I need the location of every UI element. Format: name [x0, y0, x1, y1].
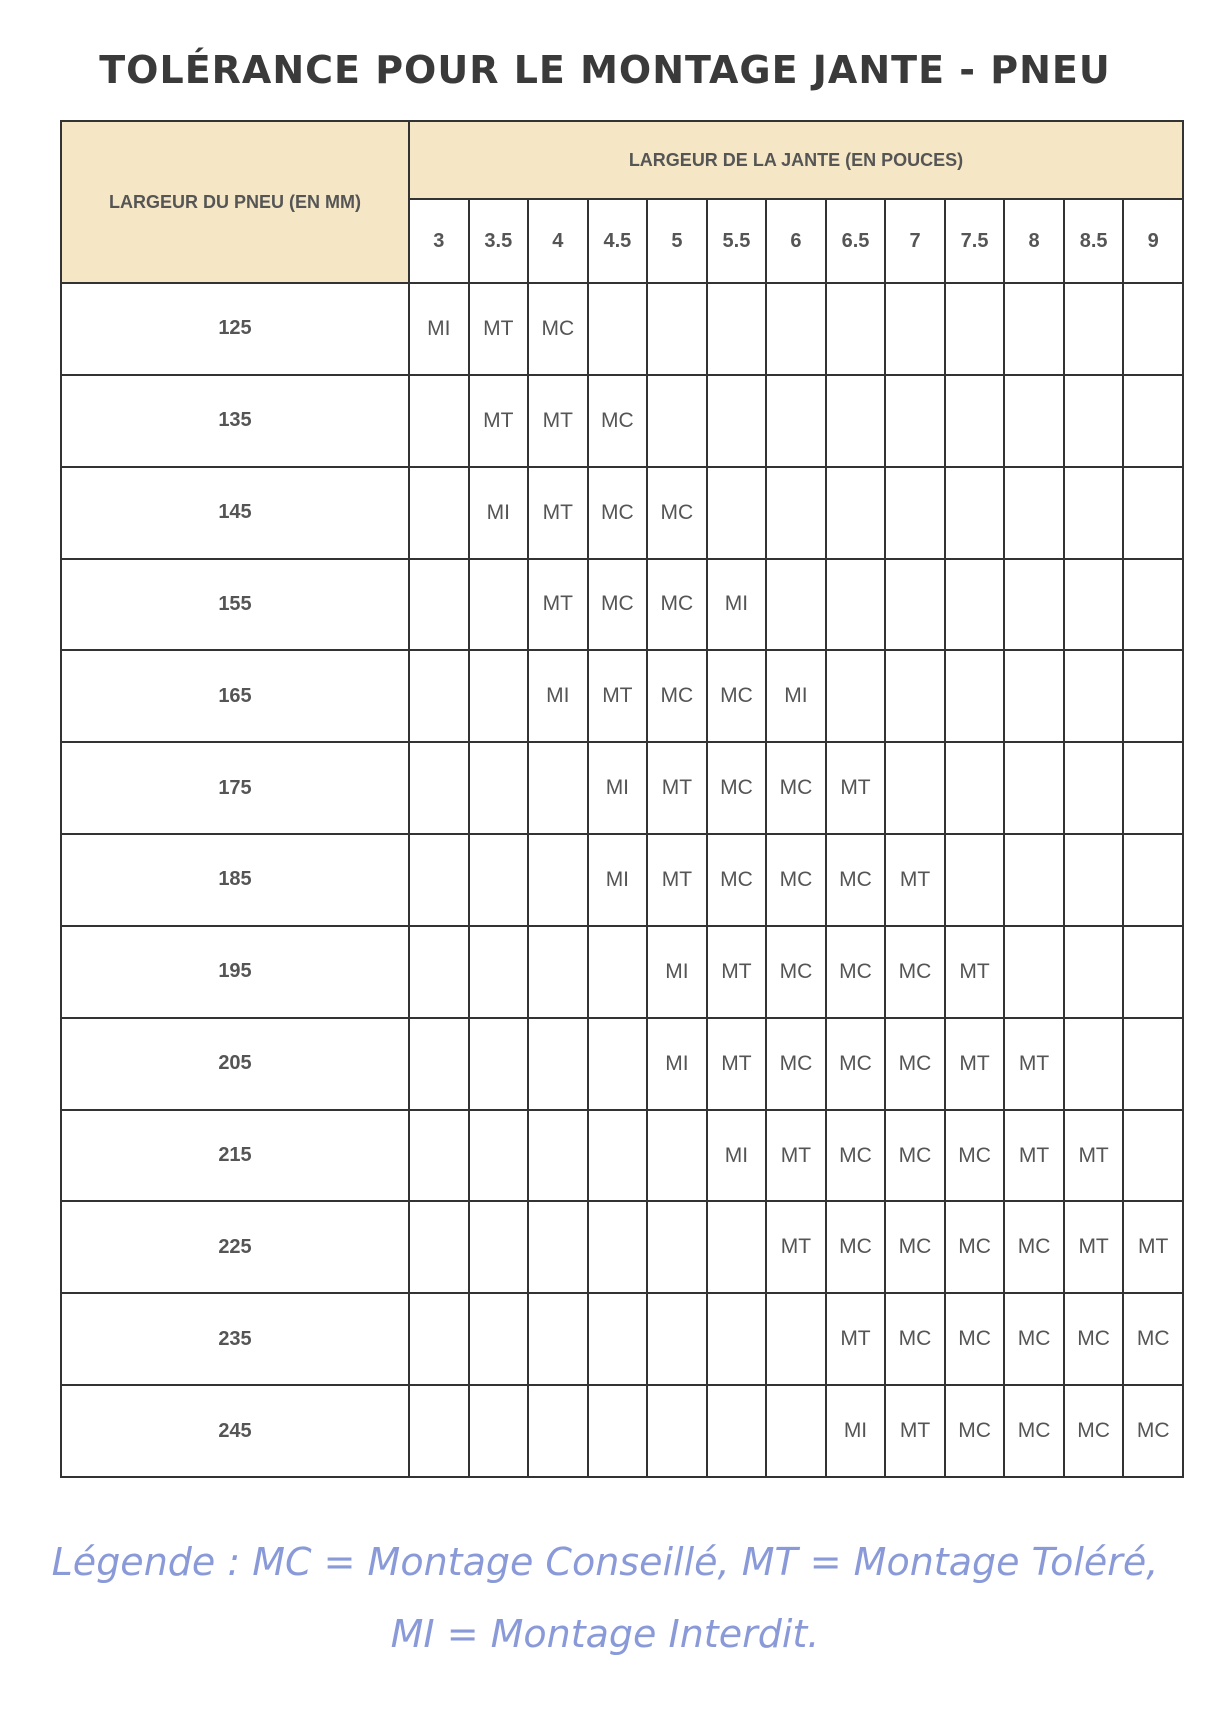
tolerance-cell: MC [826, 834, 886, 926]
tolerance-cell [528, 926, 588, 1018]
tolerance-cell: MT [1064, 1201, 1124, 1293]
tolerance-cell [945, 283, 1005, 375]
tolerance-cell [707, 1293, 767, 1385]
tolerance-cell: MC [945, 1110, 1005, 1202]
tolerance-cell: MT [826, 1293, 886, 1385]
tolerance-cell [409, 1293, 469, 1385]
tolerance-cell: MC [766, 834, 826, 926]
tolerance-cell: MC [945, 1293, 1005, 1385]
tolerance-cell: MI [766, 650, 826, 742]
tolerance-cell [409, 650, 469, 742]
tolerance-cell: MC [647, 650, 707, 742]
tolerance-cell [409, 834, 469, 926]
tolerance-cell [647, 375, 707, 467]
tolerance-cell: MT [1004, 1018, 1064, 1110]
tolerance-cell [588, 283, 648, 375]
tolerance-cell [469, 1385, 529, 1477]
tolerance-cell [647, 1385, 707, 1477]
tolerance-cell [766, 1293, 826, 1385]
tolerance-cell [885, 742, 945, 834]
tolerance-cell: MC [945, 1201, 1005, 1293]
tolerance-cell: MT [1123, 1201, 1183, 1293]
tolerance-cell [885, 375, 945, 467]
tolerance-cell [528, 1201, 588, 1293]
table-body [61, 283, 1183, 1477]
tolerance-cell [945, 559, 1005, 651]
table-row [61, 650, 1183, 742]
tolerance-cell [766, 283, 826, 375]
tolerance-cell [588, 926, 648, 1018]
tolerance-cell: MC [885, 1293, 945, 1385]
rim-width-header: LARGEUR DE LA JANTE (EN POUCES) [409, 121, 1183, 199]
tolerance-cell [885, 650, 945, 742]
tolerance-cell: MT [707, 926, 767, 1018]
tolerance-cell [469, 650, 529, 742]
tolerance-cell [588, 1201, 648, 1293]
tolerance-cell [826, 283, 886, 375]
rim-width-6: 6 [766, 199, 826, 283]
tolerance-cell: MT [826, 742, 886, 834]
tolerance-cell [469, 559, 529, 651]
tolerance-cell [1004, 559, 1064, 651]
tolerance-cell [409, 1385, 469, 1477]
tolerance-cell: MI [588, 742, 648, 834]
tolerance-cell [707, 283, 767, 375]
tolerance-cell [528, 834, 588, 926]
tolerance-cell: MT [469, 283, 529, 375]
tolerance-cell: MC [766, 742, 826, 834]
tolerance-cell: MC [707, 742, 767, 834]
tolerance-cell: MT [528, 467, 588, 559]
tire-width-cell: 195 [61, 926, 409, 1018]
tolerance-cell [409, 467, 469, 559]
tolerance-cell: MC [1004, 1201, 1064, 1293]
table-row [61, 1293, 1183, 1385]
tolerance-cell: MC [826, 926, 886, 1018]
tolerance-cell [826, 559, 886, 651]
tolerance-cell: MI [588, 834, 648, 926]
table-row [61, 467, 1183, 559]
rim-width-7: 7 [885, 199, 945, 283]
tolerance-cell: MT [588, 650, 648, 742]
legend-line-2: MI = Montage Interdit. [390, 1612, 820, 1656]
legend-line-1: Légende : MC = Montage Conseillé, MT = Montage Toléré, [51, 1540, 1159, 1584]
tolerance-cell [1004, 283, 1064, 375]
tolerance-cell [1004, 926, 1064, 1018]
rim-width-4-5: 4.5 [588, 199, 648, 283]
tolerance-cell: MC [885, 1110, 945, 1202]
tolerance-cell: MC [528, 283, 588, 375]
tolerance-cell: MC [588, 467, 648, 559]
tolerance-cell [766, 559, 826, 651]
tolerance-cell: MT [766, 1201, 826, 1293]
tolerance-cell: MC [826, 1018, 886, 1110]
tire-width-cell: 235 [61, 1293, 409, 1385]
tolerance-cell: MC [647, 559, 707, 651]
rim-width-6-5: 6.5 [826, 199, 886, 283]
tire-width-header: LARGEUR DU PNEU (EN MM) [61, 121, 409, 283]
tolerance-cell: MI [707, 1110, 767, 1202]
tolerance-cell [588, 1293, 648, 1385]
tolerance-cell [1004, 742, 1064, 834]
tolerance-cell [469, 1018, 529, 1110]
tolerance-cell: MT [766, 1110, 826, 1202]
tolerance-cell [707, 467, 767, 559]
tolerance-cell [528, 742, 588, 834]
tolerance-cell [1123, 467, 1183, 559]
tire-width-cell: 205 [61, 1018, 409, 1110]
tolerance-cell: MC [885, 1018, 945, 1110]
rim-width-5-5: 5.5 [707, 199, 767, 283]
tolerance-cell [945, 650, 1005, 742]
tolerance-cell: MC [707, 834, 767, 926]
tolerance-cell [1004, 375, 1064, 467]
table-row [61, 926, 1183, 1018]
tolerance-cell: MT [469, 375, 529, 467]
tolerance-cell: MI [469, 467, 529, 559]
tolerance-cell [409, 1201, 469, 1293]
tolerance-cell [766, 375, 826, 467]
tolerance-cell: MT [647, 834, 707, 926]
rim-width-5: 5 [647, 199, 707, 283]
table-row [61, 559, 1183, 651]
tolerance-cell: MT [647, 742, 707, 834]
tolerance-cell: MT [528, 375, 588, 467]
tolerance-cell [826, 375, 886, 467]
tolerance-cell [1123, 1018, 1183, 1110]
tolerance-cell: MC [885, 926, 945, 1018]
tolerance-cell [528, 1293, 588, 1385]
tolerance-cell: MC [1064, 1293, 1124, 1385]
tolerance-cell: MI [409, 283, 469, 375]
tolerance-cell: MI [528, 650, 588, 742]
tolerance-cell [409, 375, 469, 467]
tire-width-cell: 215 [61, 1110, 409, 1202]
tolerance-cell: MC [826, 1110, 886, 1202]
header-row-top [61, 121, 1183, 199]
tolerance-cell [885, 559, 945, 651]
tolerance-cell [945, 834, 1005, 926]
tolerance-cell [826, 467, 886, 559]
table-row [61, 1018, 1183, 1110]
tire-width-cell: 185 [61, 834, 409, 926]
tolerance-cell: MC [1004, 1385, 1064, 1477]
tire-width-cell: 225 [61, 1201, 409, 1293]
tolerance-cell [766, 1385, 826, 1477]
tolerance-cell [528, 1018, 588, 1110]
tolerance-cell: MC [647, 467, 707, 559]
tolerance-cell: MC [1004, 1293, 1064, 1385]
table-row [61, 283, 1183, 375]
table-row [61, 1201, 1183, 1293]
tolerance-cell [1004, 834, 1064, 926]
table-row [61, 834, 1183, 926]
tolerance-cell [409, 1110, 469, 1202]
tolerance-cell: MT [1004, 1110, 1064, 1202]
tolerance-cell [1123, 375, 1183, 467]
tolerance-cell: MC [707, 650, 767, 742]
tolerance-cell [469, 1293, 529, 1385]
tolerance-cell [1064, 467, 1124, 559]
rim-width-3: 3 [409, 199, 469, 283]
tolerance-cell: MI [647, 926, 707, 1018]
tolerance-cell: MC [588, 559, 648, 651]
tolerance-cell [707, 1385, 767, 1477]
tolerance-cell: MC [588, 375, 648, 467]
tolerance-cell [528, 1110, 588, 1202]
tolerance-cell [1064, 283, 1124, 375]
tolerance-cell [707, 1201, 767, 1293]
tolerance-cell [1123, 283, 1183, 375]
tolerance-cell [647, 1293, 707, 1385]
tolerance-cell: MT [885, 834, 945, 926]
tolerance-cell [469, 926, 529, 1018]
tire-width-cell: 175 [61, 742, 409, 834]
tolerance-cell: MI [826, 1385, 886, 1477]
table-row [61, 1385, 1183, 1477]
tolerance-cell [647, 283, 707, 375]
tolerance-cell: MT [1064, 1110, 1124, 1202]
tolerance-cell [1064, 926, 1124, 1018]
tolerance-cell [1064, 650, 1124, 742]
tire-width-cell: 155 [61, 559, 409, 651]
tolerance-cell [1123, 834, 1183, 926]
tolerance-cell: MI [647, 1018, 707, 1110]
tolerance-cell: MT [885, 1385, 945, 1477]
rim-width-4: 4 [528, 199, 588, 283]
tolerance-cell [409, 1018, 469, 1110]
tolerance-cell [469, 1201, 529, 1293]
tolerance-cell [945, 467, 1005, 559]
page-title: TOLÉRANCE POUR LE MONTAGE JANTE - PNEU [99, 48, 1111, 92]
tire-width-cell: 135 [61, 375, 409, 467]
tire-width-cell: 145 [61, 467, 409, 559]
tolerance-cell: MT [945, 926, 1005, 1018]
rim-width-8-5: 8.5 [1064, 199, 1124, 283]
tolerance-cell: MC [766, 1018, 826, 1110]
tolerance-table [60, 120, 1184, 1478]
tire-width-cell: 245 [61, 1385, 409, 1477]
rim-width-3-5: 3.5 [469, 199, 529, 283]
tolerance-cell [1123, 926, 1183, 1018]
table-row [61, 742, 1183, 834]
rim-width-9: 9 [1123, 199, 1183, 283]
tolerance-cell: MT [945, 1018, 1005, 1110]
tolerance-cell [528, 1385, 588, 1477]
tolerance-cell: MC [945, 1385, 1005, 1477]
tolerance-cell [469, 742, 529, 834]
tolerance-cell [647, 1201, 707, 1293]
tolerance-cell [588, 1018, 648, 1110]
tolerance-cell [885, 283, 945, 375]
tolerance-cell [945, 742, 1005, 834]
tolerance-cell [647, 1110, 707, 1202]
rim-width-8: 8 [1004, 199, 1064, 283]
tolerance-cell [1004, 467, 1064, 559]
tolerance-cell [409, 926, 469, 1018]
tolerance-cell [1123, 742, 1183, 834]
tolerance-cell [469, 834, 529, 926]
table-row [61, 375, 1183, 467]
table-row [61, 1110, 1183, 1202]
tolerance-cell [409, 742, 469, 834]
tolerance-cell [1064, 742, 1124, 834]
tolerance-cell: MC [766, 926, 826, 1018]
tolerance-cell: MI [707, 559, 767, 651]
tolerance-cell [1064, 375, 1124, 467]
tire-width-cell: 165 [61, 650, 409, 742]
tolerance-cell [766, 467, 826, 559]
tolerance-cell [1064, 1018, 1124, 1110]
tolerance-cell [1123, 650, 1183, 742]
tolerance-cell: MC [1123, 1293, 1183, 1385]
tolerance-cell [588, 1385, 648, 1477]
tolerance-cell [707, 375, 767, 467]
tolerance-cell: MC [1064, 1385, 1124, 1477]
tolerance-cell [469, 1110, 529, 1202]
tolerance-cell [945, 375, 1005, 467]
tolerance-cell: MC [826, 1201, 886, 1293]
tolerance-cell [1123, 559, 1183, 651]
rim-width-7-5: 7.5 [945, 199, 1005, 283]
tolerance-cell: MC [1123, 1385, 1183, 1477]
tolerance-cell [1004, 650, 1064, 742]
tolerance-cell: MT [707, 1018, 767, 1110]
tolerance-cell [885, 467, 945, 559]
tolerance-cell [1123, 1110, 1183, 1202]
tolerance-cell [588, 1110, 648, 1202]
tolerance-cell [826, 650, 886, 742]
tolerance-cell [1064, 559, 1124, 651]
tolerance-cell: MC [885, 1201, 945, 1293]
tire-width-cell: 125 [61, 283, 409, 375]
tolerance-cell [1064, 834, 1124, 926]
tolerance-cell [409, 559, 469, 651]
tolerance-cell: MT [528, 559, 588, 651]
